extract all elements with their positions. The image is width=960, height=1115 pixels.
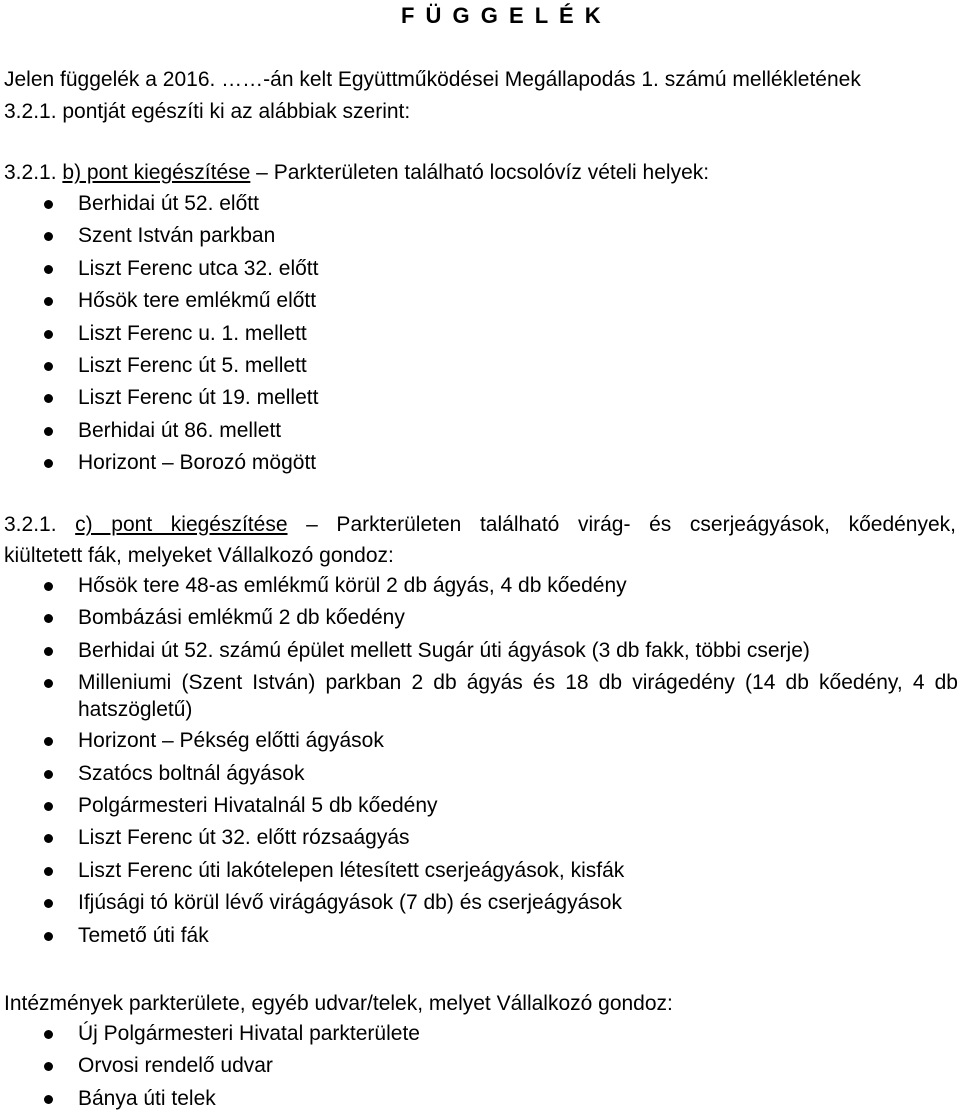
section-b-heading <box>4 160 709 186</box>
list-item: Új Polgármesteri Hivatal parkterülete <box>0 1018 960 1050</box>
bullet-icon <box>44 1030 53 1039</box>
list-item: Szent István parkban <box>0 220 960 252</box>
bullet-icon <box>44 330 53 339</box>
list-item: Milleniumi (Szent István) parkban 2 db ágyás és 18 db virágedény (14 db kőedény, 4 db hatszögletű) <box>0 667 960 725</box>
intro-line-2: 3.2.1. pontját egészíti ki az alábbiak szerint: <box>4 100 411 123</box>
bullet-icon <box>44 1062 53 1071</box>
bullet-icon <box>44 200 53 209</box>
section-b-underlined: b) pont kiegészítése <box>62 161 251 184</box>
list-item: Berhidai út 86. mellett <box>0 415 960 447</box>
bullet-icon <box>44 362 53 371</box>
list-item: Liszt Ferenc út 19. mellett <box>0 382 960 414</box>
section-b-prefix: 3.2.1. <box>4 161 63 184</box>
list-item: Horizont – Borozó mögött <box>0 447 960 479</box>
bullet-icon <box>44 459 53 468</box>
list-item: Szatócs boltnál ágyások <box>0 758 960 790</box>
bullet-icon <box>44 679 53 688</box>
list-item: Liszt Ferenc úti lakótelepen létesített cserjeágyások, kisfák <box>0 855 960 887</box>
list-item: Liszt Ferenc út 5. mellett <box>0 350 960 382</box>
document-title: F Ü G G E L É K <box>401 3 604 28</box>
list-item: Bánya úti telek <box>0 1083 960 1115</box>
bullet-icon <box>44 932 53 941</box>
section-c-underlined: c) pont kiegészítése <box>75 513 288 536</box>
bullet-icon <box>44 899 53 908</box>
bullet-icon <box>44 737 53 746</box>
section-c-prefix: 3.2.1. <box>4 513 76 536</box>
section-institutions-heading: Intézmények parkterülete, egyéb udvar/telek, melyet Vállalkozó gondoz: <box>4 992 673 1015</box>
list-item: Hősök tere emlékmű előtt <box>0 285 960 317</box>
bullet-icon <box>44 265 53 274</box>
section-b-rest: – Parkterületen található locsolóvíz vételi helyek: <box>250 161 710 184</box>
list-item: Ifjúsági tó körül lévő virágágyások (7 db) és cserjeágyások <box>0 887 960 919</box>
list-item: Hősök tere 48-as emlékmű körül 2 db ágyás, 4 db kőedény <box>0 570 960 602</box>
list-item: Liszt Ferenc út 32. előtt rózsaágyás <box>0 822 960 854</box>
bullet-icon <box>44 582 53 591</box>
list-item: Polgármesteri Hivatalnál 5 db kőedény <box>0 790 960 822</box>
list-item: Liszt Ferenc utca 32. előtt <box>0 253 960 285</box>
bullet-icon <box>44 770 53 779</box>
bullet-icon <box>44 297 53 306</box>
section-b-list <box>0 188 960 480</box>
bullet-icon <box>44 232 53 241</box>
bullet-icon <box>44 614 53 623</box>
bullet-icon <box>44 867 53 876</box>
section-c-list <box>0 570 960 952</box>
list-item: Berhidai út 52. számú épület mellett Sugár úti ágyások (3 db fakk, többi cserje) <box>0 635 960 667</box>
intro-line-1: Jelen függelék a 2016. ……-án kelt Együttműködései Megállapodás 1. számú mellékletének <box>4 68 861 91</box>
bullet-icon <box>44 834 53 843</box>
bullet-icon <box>44 647 53 656</box>
section-institutions-list <box>0 1018 960 1115</box>
bullet-icon <box>44 1095 53 1104</box>
list-item: Orvosi rendelő udvar <box>0 1050 960 1082</box>
list-item: Bombázási emlékmű 2 db kőedény <box>0 602 960 634</box>
bullet-icon <box>44 802 53 811</box>
list-item: Temető úti fák <box>0 920 960 952</box>
section-c-heading-line-2: kiültetett fák, melyeket Vállalkozó gondoz: <box>4 544 394 567</box>
list-item: Berhidai út 52. előtt <box>0 188 960 220</box>
section-c-rest: – Parkterületen található virág- és cserjeágyások, kőedények, <box>287 513 956 536</box>
list-item: Liszt Ferenc u. 1. mellett <box>0 318 960 350</box>
bullet-icon <box>44 394 53 403</box>
list-item: Horizont – Pékség előtti ágyások <box>0 725 960 757</box>
bullet-icon <box>44 427 53 436</box>
section-c-heading <box>4 512 956 538</box>
